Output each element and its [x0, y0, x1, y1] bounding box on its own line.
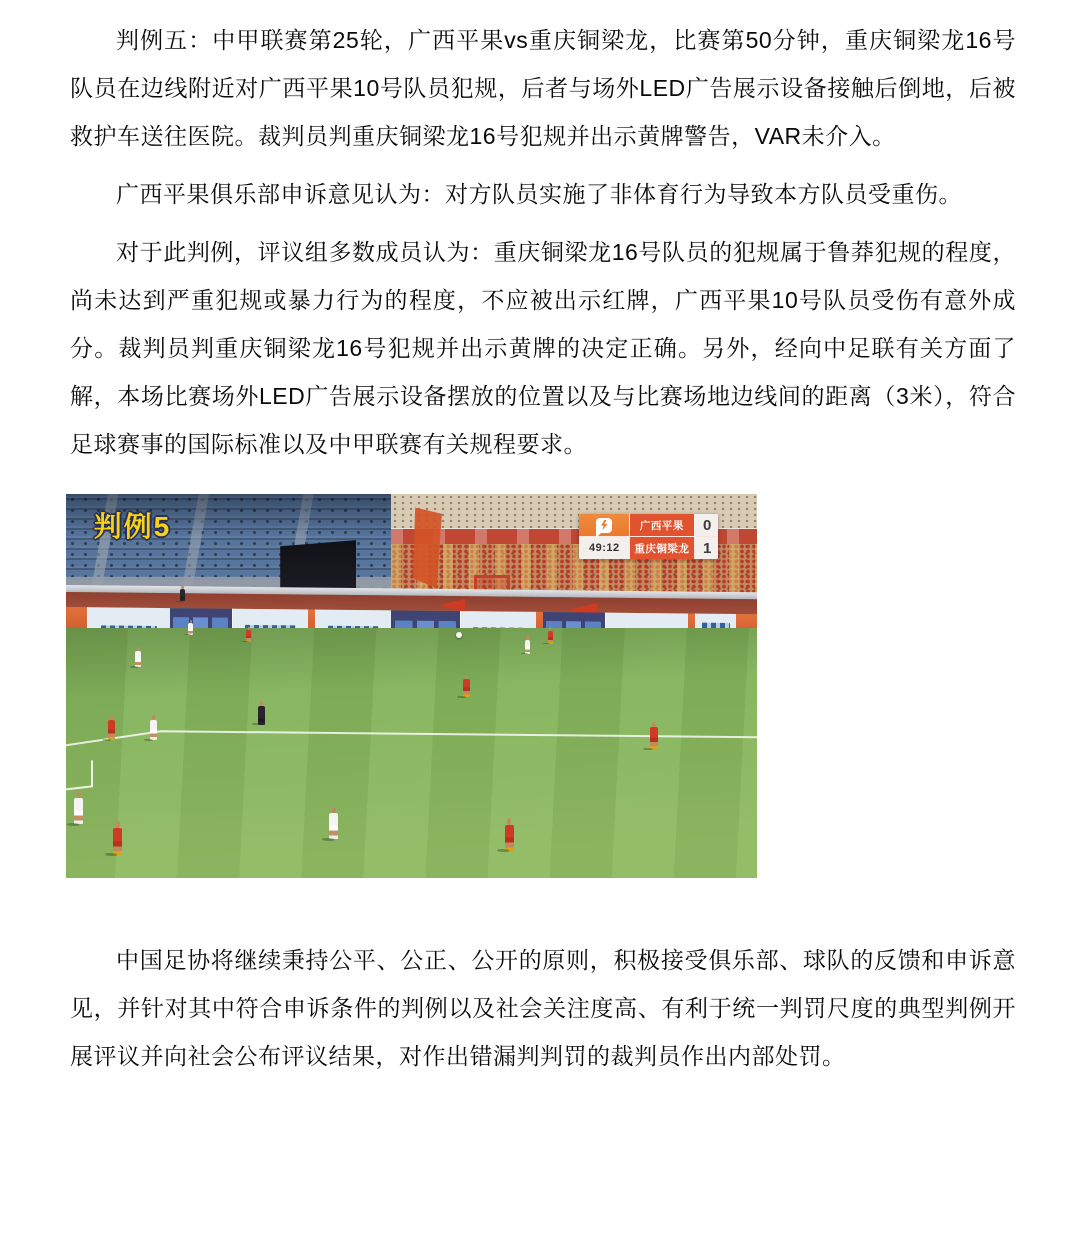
player-white: [188, 623, 193, 635]
scoreboard-team2-score: 1: [695, 537, 718, 559]
paragraph-club-appeal: 广西平果俱乐部申诉意见认为：对方队员实施了非体育行为导致本方队员受重伤。: [116, 181, 962, 207]
paragraph-cfa-statement: 中国足协将继续秉持公平、公正、公开的原则，积极接受俱乐部、球队的反馈和申诉意见，并针对其中符合申诉条件的判例以及社会关注度高、有利于统一判罚尺度的典型判例开展评议并向社会公布评议结果，对作出错漏判判罚的裁判员作出内部处罚。: [70, 947, 1016, 1069]
paragraph-case-description: 判例五：中甲联赛第25轮，广西平果vs重庆铜梁龙，比赛第50分钟，重庆铜梁龙16号队员在边线附近对广西平果10号队员犯规，后者与场外LED广告展示设备接触后倒地，后被救护车送往医院。裁判员判重庆铜梁龙16号犯规并出示黄牌警告，VAR未介入。: [70, 27, 1016, 149]
player-white: [150, 720, 157, 740]
player-white: [135, 651, 141, 667]
scoreboard-team1-score: 0: [695, 514, 718, 536]
player-red: [548, 631, 553, 644]
league-logo-icon: [579, 514, 629, 536]
player-white: [329, 813, 338, 839]
assistant-referee: [180, 589, 185, 601]
paragraph-panel-opinion: 对于此判例，评议组多数成员认为：重庆铜梁龙16号队员的犯规属于鲁莽犯规的程度，尚未达到严重犯规或暴力行为的程度，不应被出示红牌，广西平果10号队员受伤有意外成分。裁判员判重庆铜梁龙16号犯规并出示黄牌的决定正确。另外，经向中足联有关方面了解，本场比赛场外LED广告展示设备摆放的位置以及与比赛场地边线间的距离（3米），符合足球赛事的国际标准以及中甲联赛有关规程要求。: [70, 239, 1016, 457]
pitch: [66, 628, 757, 878]
case-label: 判例5: [93, 510, 172, 542]
player-red: [505, 825, 514, 851]
scoreboard-team2-name: 重庆铜梁龙: [630, 537, 694, 559]
player-red: [108, 720, 115, 740]
player-white: [74, 798, 83, 824]
referee: [258, 706, 265, 725]
football: [456, 632, 462, 638]
player-red: [650, 727, 658, 749]
pitch-markings: [66, 628, 757, 878]
player-red: [113, 828, 122, 855]
scoreboard: [579, 514, 717, 559]
scoreboard-match-time: 49:12: [579, 537, 629, 559]
match-photo: [66, 494, 757, 878]
player-red: [246, 630, 251, 642]
player-red: [463, 679, 470, 697]
scoreboard-team1-name: 广西平果: [630, 514, 694, 536]
player-white: [525, 640, 530, 654]
